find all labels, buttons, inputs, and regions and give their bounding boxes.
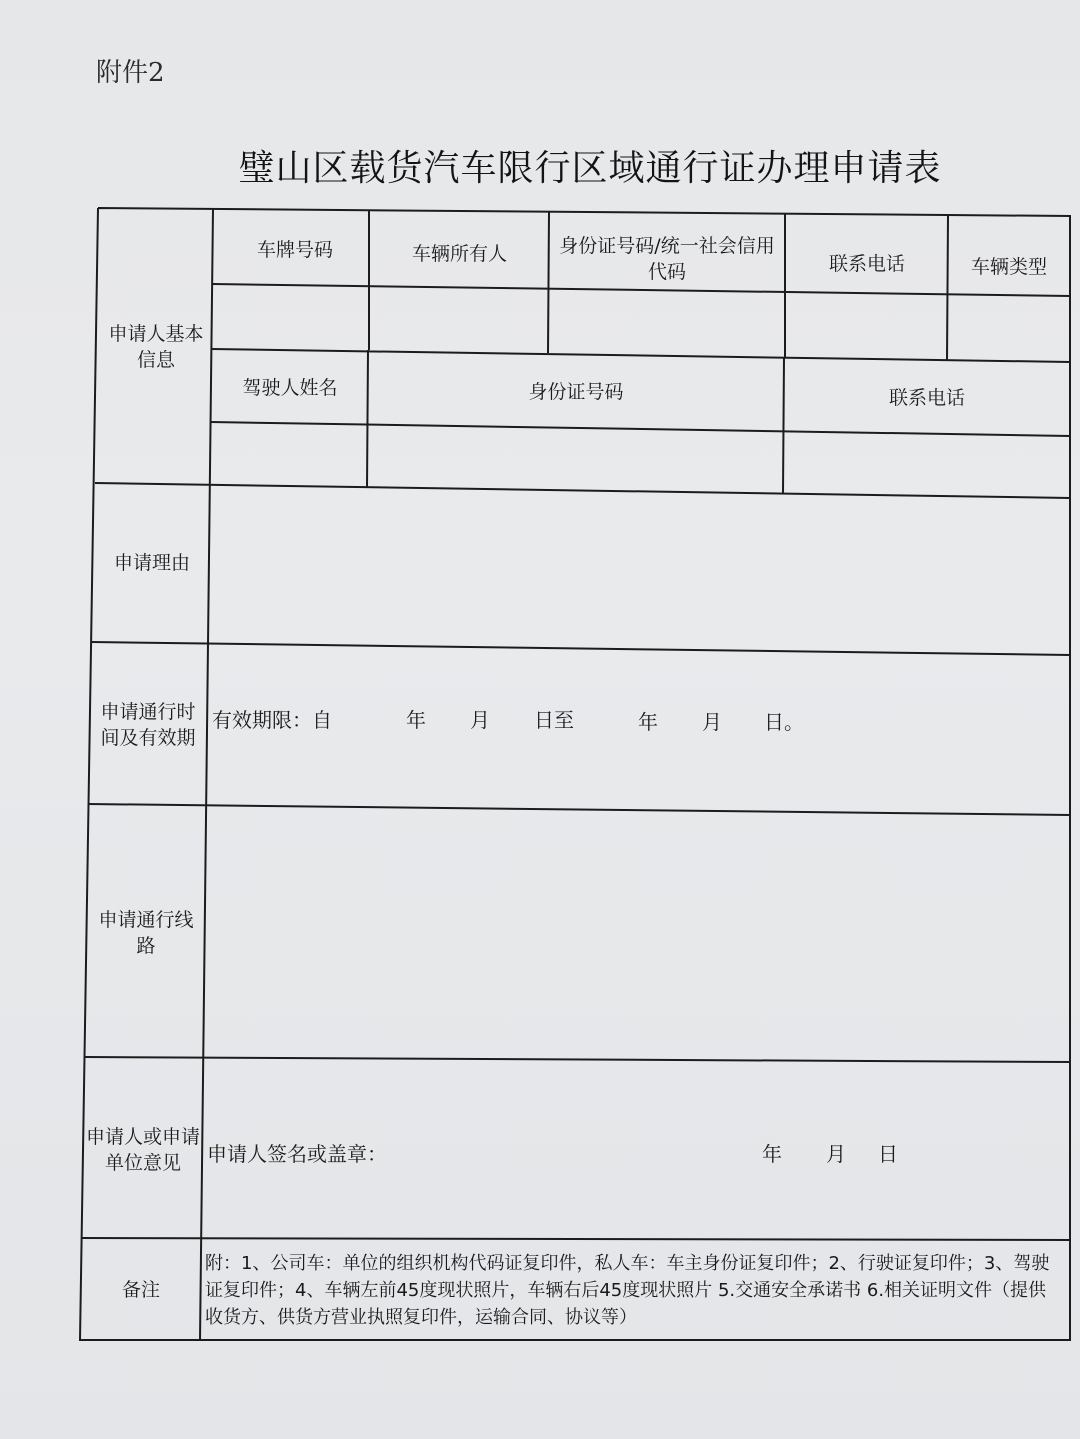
validity-prefix: 有效期限：自 — [212, 708, 332, 732]
remarks-text: 附：1、公司车：单位的组织机构代码证复印件，私人车：车主身份证复印件；2、行驶证复印件；3、驾驶证复印件；4、车辆左前45度现状照片，车辆右后45度现状照片 5.交通安全承诺书 6.相关证明文件（提供收货方、供货方营业执照复印件，运输合同、协议等） — [205, 1253, 1050, 1328]
validity-year-start: 年 — [406, 708, 426, 732]
header-id-credit-code: 身份证号码/统一社会信用代码 — [559, 235, 775, 283]
page-title: 璧山区载货汽车限行区域通行证办理申请表 — [238, 148, 942, 189]
validity-month-start: 月 — [470, 708, 490, 732]
header-plate-number: 车牌号码 — [256, 239, 333, 261]
signature-year: 年 — [762, 1142, 782, 1166]
signature-day: 日 — [878, 1142, 898, 1166]
header-vehicle-owner: 车辆所有人 — [411, 243, 507, 265]
header-vehicle-type: 车辆类型 — [970, 256, 1047, 278]
signature-month: 月 — [826, 1142, 846, 1166]
section-label-opinion: 申请人或申请单位意见 — [86, 1126, 201, 1174]
validity-month-end: 月 — [702, 710, 722, 734]
signature-label: 申请人签名或盖章： — [207, 1142, 387, 1166]
section-label-route: 申请通行线路 — [98, 909, 194, 957]
section-label-time-validity: 申请通行时间及有效期 — [100, 701, 196, 749]
header-driver-name: 驾驶人姓名 — [242, 377, 338, 399]
validity-day-to: 日至 — [534, 708, 574, 732]
attachment-label: 附件2 — [96, 58, 165, 88]
header-contact-phone: 联系电话 — [828, 253, 905, 275]
section-label-reason: 申请理由 — [113, 552, 190, 574]
header-driver-phone: 联系电话 — [888, 387, 965, 409]
section-label-basic-info: 申请人基本信息 — [108, 323, 204, 371]
header-driver-id-number: 身份证号码 — [528, 381, 624, 403]
validity-year-end: 年 — [638, 710, 658, 734]
section-label-remarks: 备注 — [121, 1279, 160, 1301]
validity-day-end: 日。 — [764, 710, 804, 734]
